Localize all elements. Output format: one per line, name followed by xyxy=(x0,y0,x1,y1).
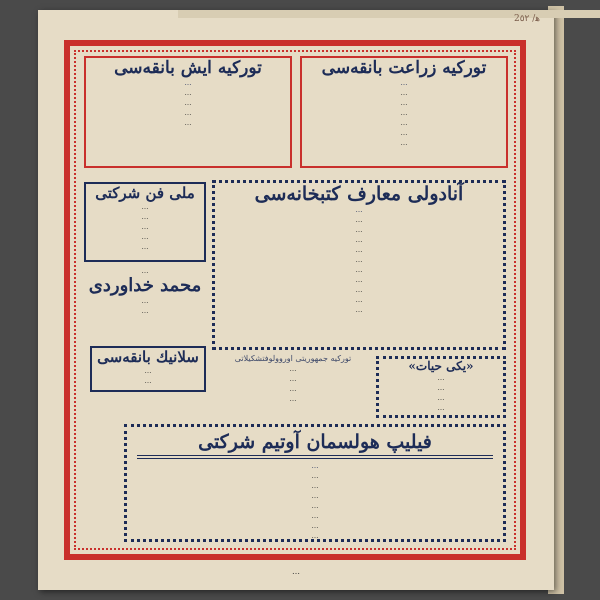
ziraat-line: … xyxy=(400,99,408,108)
selanik-bank-ad xyxy=(90,346,206,392)
philips-ad xyxy=(124,424,506,542)
philips-line: … xyxy=(311,512,319,520)
ziraat-line: … xyxy=(400,109,408,118)
selanik-line: … xyxy=(144,377,152,385)
anadolu-line: … xyxy=(355,206,363,214)
cumhuriyet-line: … xyxy=(289,385,297,393)
mehmet-line: … xyxy=(141,296,149,305)
hayat-line: … xyxy=(437,374,445,383)
philips-title: فيليپ هولسمان آوتيم شركتى xyxy=(198,431,432,453)
mehmet-title: محمد خداوردى xyxy=(88,275,202,296)
philips-line: … xyxy=(311,522,319,530)
anadolu-line: … xyxy=(355,306,363,314)
milli-line: … xyxy=(141,223,149,231)
philips-line: … xyxy=(311,532,319,540)
hayat-line: … xyxy=(437,404,445,413)
ziraat-line: … xyxy=(400,139,408,148)
cumhuriyet-title: توركيه جمهوريتى اوروولوفتشكيلاتى xyxy=(234,354,352,363)
milli-fen-ad xyxy=(84,182,206,262)
ziraat-line: … xyxy=(400,119,408,128)
yeni-hayat-ad xyxy=(376,356,506,418)
milli-line: … xyxy=(141,233,149,241)
is-title: توركيه ايش بانقه‌سى xyxy=(114,58,262,78)
hayat-line: … xyxy=(437,384,445,393)
milli-line: … xyxy=(141,243,149,251)
philips-line: … xyxy=(311,502,319,510)
hayat-line: … xyxy=(437,394,445,403)
selanik-title: سلانيك بانقه‌سى xyxy=(97,348,199,366)
milli-line: … xyxy=(141,203,149,211)
anadolu-line: … xyxy=(355,266,363,274)
anadolu-line: … xyxy=(355,216,363,224)
ziraat-line: … xyxy=(400,79,408,88)
is-line: … xyxy=(184,79,192,88)
milli-title: ملى فن شركتى xyxy=(95,184,195,202)
anadolu-line: … xyxy=(355,246,363,254)
cumhuriyet-ad xyxy=(218,354,368,414)
anadolu-title: آنادولى معارف كتبخانه‌سى xyxy=(254,183,464,205)
anadolu-line: … xyxy=(355,256,363,264)
ziraat-bank-ad xyxy=(300,56,508,168)
philips-line: … xyxy=(311,462,319,470)
philips-line: … xyxy=(311,492,319,500)
ziraat-title: توركيه زراعت بانقه‌سى xyxy=(321,58,487,78)
is-line: … xyxy=(184,109,192,118)
handwritten-note: 2ﻫ/ ٥٢ xyxy=(513,14,540,24)
is-line: … xyxy=(184,99,192,108)
ziraat-line: … xyxy=(400,129,408,138)
philips-line: … xyxy=(311,482,319,490)
is-line: … xyxy=(184,89,192,98)
footer-imprint: … xyxy=(292,567,300,576)
anadolu-bookstore-ad xyxy=(212,180,506,350)
anadolu-line: … xyxy=(355,226,363,234)
philips-line: … xyxy=(311,472,319,480)
cumhuriyet-line: … xyxy=(289,395,297,403)
cumhuriyet-line: … xyxy=(289,365,297,373)
document-page xyxy=(38,10,554,590)
divider xyxy=(137,455,493,459)
hayat-title: «يكى حيات» xyxy=(408,359,474,373)
anadolu-line: … xyxy=(355,286,363,294)
mehmet-ad xyxy=(84,266,206,332)
is-bank-ad xyxy=(84,56,292,168)
cumhuriyet-line: … xyxy=(289,375,297,383)
mehmet-line: … xyxy=(141,306,149,315)
mehmet-header-line: … xyxy=(141,267,149,275)
ziraat-line: … xyxy=(400,89,408,98)
milli-line: … xyxy=(141,213,149,221)
anadolu-line: … xyxy=(355,296,363,304)
anadolu-line: … xyxy=(355,276,363,284)
anadolu-line: … xyxy=(355,236,363,244)
is-line: … xyxy=(184,119,192,128)
selanik-line: … xyxy=(144,367,152,375)
